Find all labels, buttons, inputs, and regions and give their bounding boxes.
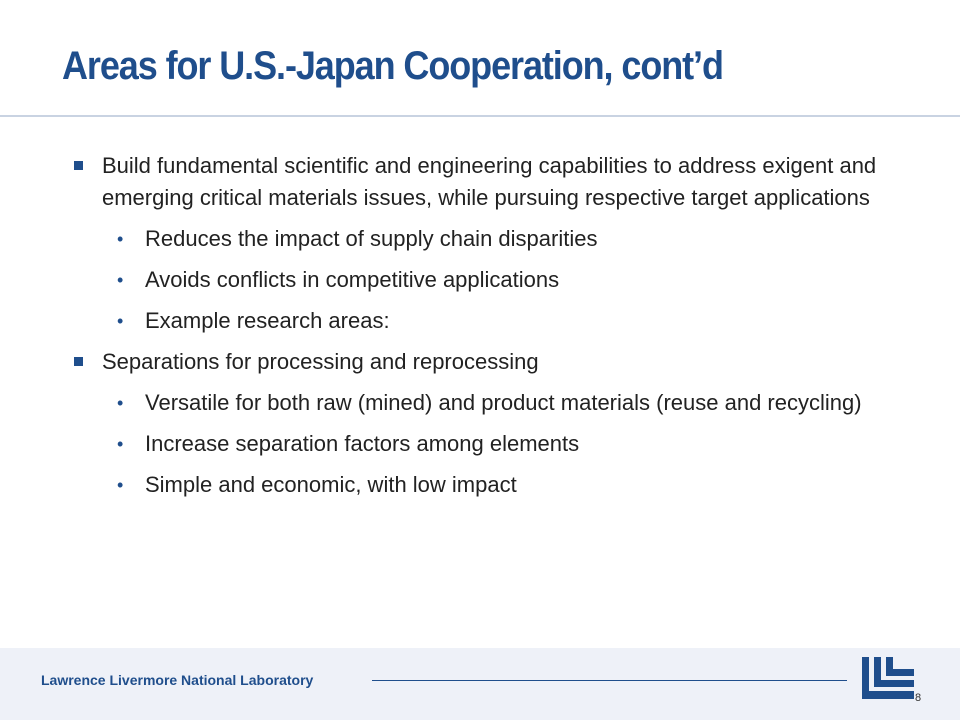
title-divider bbox=[0, 115, 960, 117]
sub-bullet-text: Versatile for both raw (mined) and product materials (reuse and recycling) bbox=[145, 390, 862, 415]
dot-bullet-icon: • bbox=[117, 270, 124, 290]
bullet-item bbox=[66, 150, 896, 214]
dot-bullet-icon: • bbox=[117, 434, 124, 454]
sub-bullet-text: Reduces the impact of supply chain disparities bbox=[145, 226, 598, 251]
square-bullet-icon bbox=[74, 357, 83, 366]
sub-bullet-text: Avoids conflicts in competitive applications bbox=[145, 267, 560, 292]
dot-bullet-icon: • bbox=[117, 229, 124, 249]
sub-bullet-text: Simple and economic, with low impact bbox=[145, 472, 517, 497]
sub-bullet-item bbox=[66, 469, 896, 501]
bullet-list bbox=[66, 150, 896, 510]
slide-title: Areas for U.S.-Japan Cooperation, cont’d bbox=[62, 44, 723, 88]
sub-bullet-item bbox=[66, 264, 896, 296]
footer-organization: Lawrence Livermore National Laboratory bbox=[41, 672, 314, 688]
footer-divider bbox=[372, 680, 847, 681]
bullet-text: Separations for processing and reprocessing bbox=[102, 349, 539, 374]
sub-bullet-text: Example research areas: bbox=[145, 308, 390, 333]
llnl-logo-icon bbox=[858, 655, 916, 701]
dot-bullet-icon: • bbox=[117, 311, 124, 331]
bullet-text: Build fundamental scientific and engineering capabilities to address exigent and emerging critical materials issues, while pursuing respective target applications bbox=[102, 153, 877, 210]
sub-bullet-text: Increase separation factors among elements bbox=[145, 431, 580, 456]
sub-bullet-item bbox=[66, 428, 896, 460]
sub-bullet-item bbox=[66, 305, 896, 337]
square-bullet-icon bbox=[74, 161, 83, 170]
sub-bullet-item bbox=[66, 223, 896, 255]
dot-bullet-icon: • bbox=[117, 475, 124, 495]
page-number: 8 bbox=[915, 692, 922, 704]
sub-bullet-item bbox=[66, 387, 896, 419]
bullet-item bbox=[66, 346, 896, 378]
dot-bullet-icon: • bbox=[117, 393, 124, 413]
